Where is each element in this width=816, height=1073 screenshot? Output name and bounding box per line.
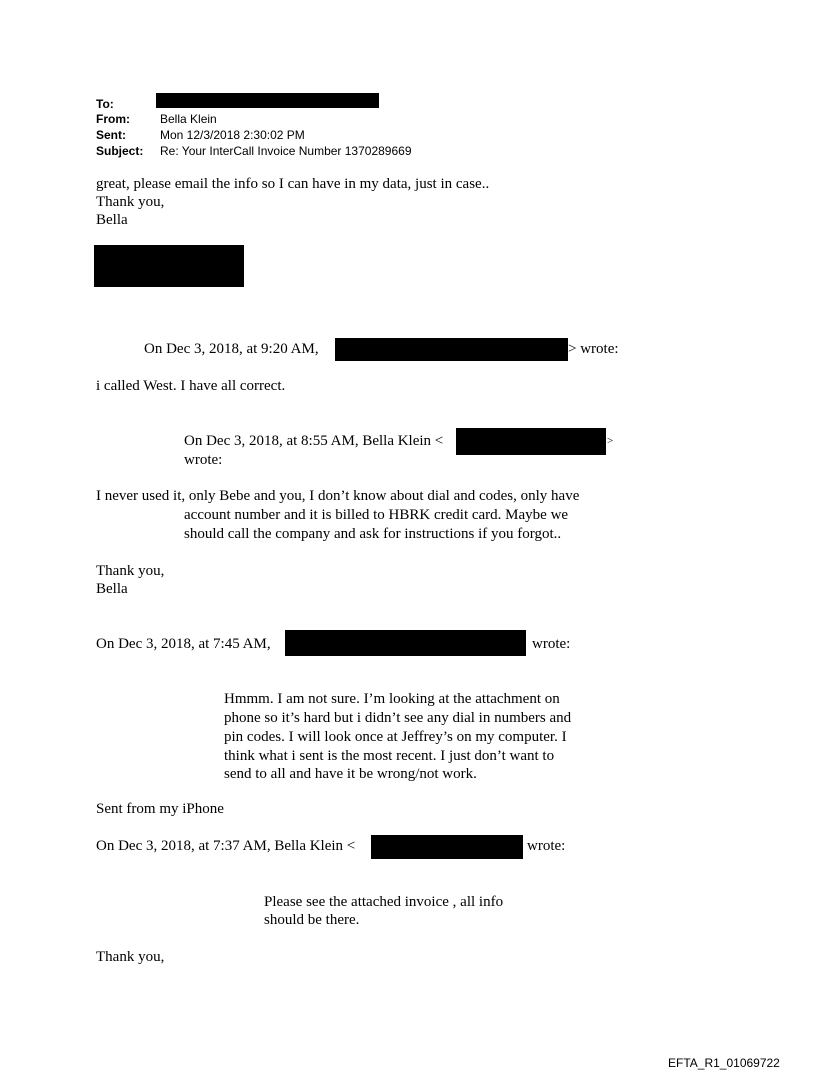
sent-value: Mon 12/3/2018 2:30:02 PM [160,128,305,142]
redaction-sender [335,338,568,361]
quote-intro: On Dec 3, 2018, at 8:55 AM, Bella Klein < [184,433,444,449]
message-line: i called West. I have all correct. [96,378,286,394]
subject-value: Re: Your InterCall Invoice Number 1370289669 [160,144,412,158]
message-line: account number and it is billed to HBRK credit card. Maybe we [184,507,569,523]
message-line: pin codes. I will look once at Jeffrey’s on my computer. I [224,729,567,745]
message-line: should be there. [264,912,360,928]
to-label: To: [96,97,114,111]
message-line: Thank you, [96,949,165,965]
document-id: EFTA_R1_01069722 [668,1056,780,1070]
quote-wrote: wrote: [532,636,571,652]
message-line: phone so it’s hard but i didn’t see any dial in numbers and [224,710,572,726]
quote-wrote: wrote: [184,452,223,468]
sent-label: Sent: [96,128,126,142]
message-line: Thank you, [96,563,165,579]
redaction-to [156,93,379,108]
message-line: great, please email the info so I can have in my data, just in case.. [96,176,490,192]
from-value: Bella Klein [160,112,217,126]
message-line: Sent from my iPhone [96,801,224,817]
redaction-email [456,428,606,455]
message-line: Bella [96,212,128,228]
message-line: think what i sent is the most recent. I just don’t want to [224,748,555,764]
quote-intro: On Dec 3, 2018, at 7:37 AM, Bella Klein < [96,838,356,854]
redaction-email [371,835,523,859]
message-line: Please see the attached invoice , all info [264,894,504,910]
redaction-signature-block [94,245,244,287]
from-label: From: [96,112,130,126]
message-line: send to all and have it be wrong/not work. [224,766,477,782]
message-line: I never used it, only Bebe and you, I don’t know about dial and codes, only have [96,488,580,504]
redaction-sender [285,630,526,656]
quote-wrote: > wrote: [568,341,619,357]
quote-intro: On Dec 3, 2018, at 7:45 AM, [96,636,271,652]
quote-gt: > [607,435,614,447]
message-line: Hmmm. I am not sure. I’m looking at the attachment on [224,691,560,707]
message-line: Bella [96,581,128,597]
message-line: should call the company and ask for instructions if you forgot.. [184,526,562,542]
subject-label: Subject: [96,144,144,158]
quote-wrote: wrote: [527,838,566,854]
quote-intro: On Dec 3, 2018, at 9:20 AM, [144,341,319,357]
message-line: Thank you, [96,194,165,210]
